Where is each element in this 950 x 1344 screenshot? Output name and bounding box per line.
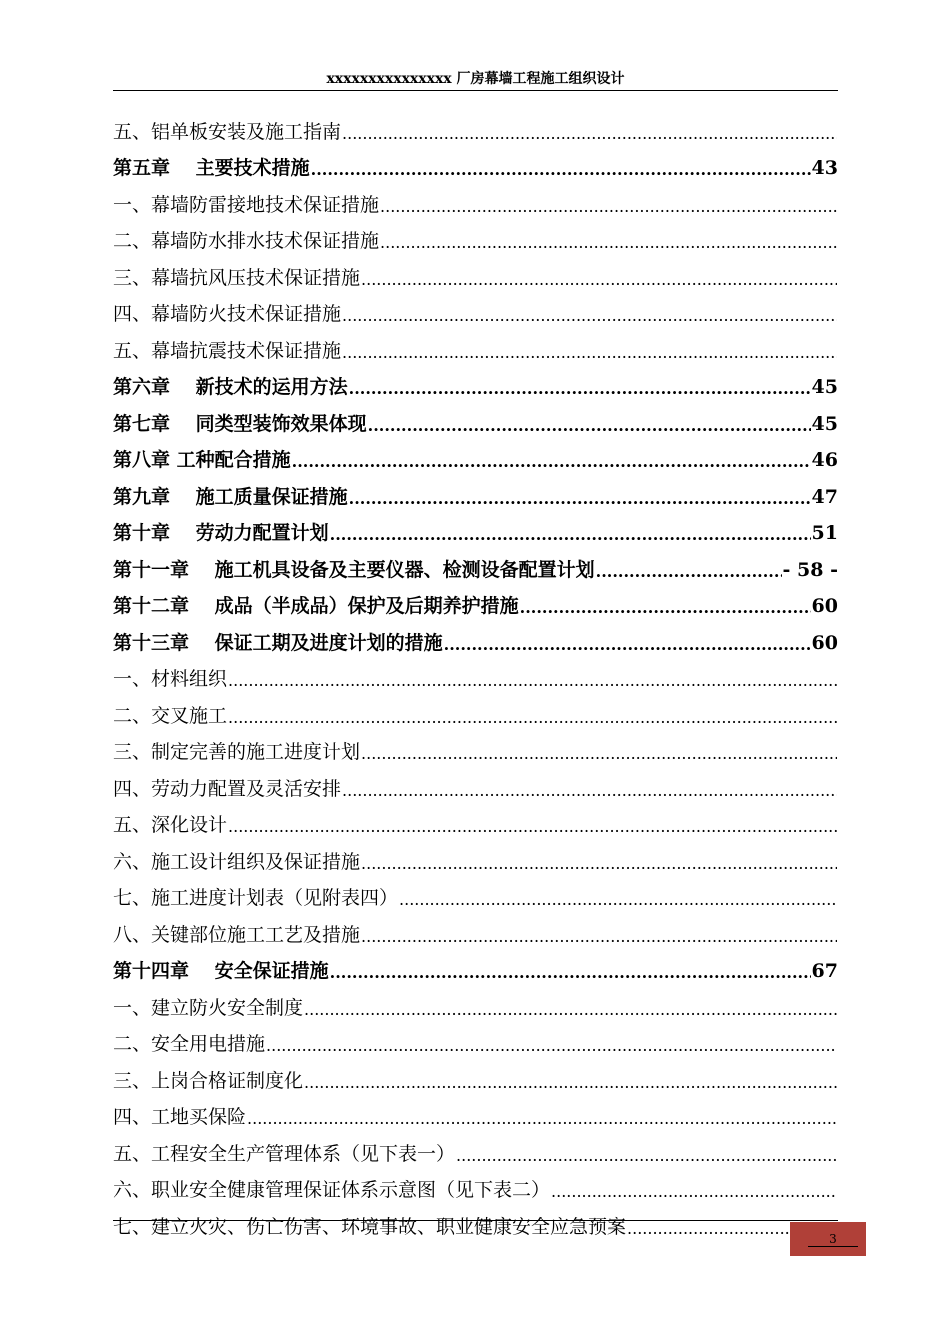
toc-entry-title: 四、工地买保险 [113,1106,247,1128]
toc-section-entry[interactable] [113,254,838,291]
toc-section-entry[interactable] [113,327,838,364]
toc-section-entry[interactable] [113,181,838,218]
toc-dot-leader [596,561,782,583]
toc-dot-leader [342,305,837,327]
toc-entry-title: 三、制定完善的施工进度计划 [113,741,361,763]
toc-section-entry[interactable] [113,911,838,948]
toc-dot-leader [361,743,837,765]
toc-chapter-entry[interactable] [113,948,838,985]
toc-entry-page: 45 [811,376,838,398]
toc-entry-title: 八、关键部位施工工艺及措施 [113,923,361,946]
toc-dot-leader [266,1035,837,1057]
toc-dot-leader [292,451,811,473]
toc-entry-title: 一、建立防火安全制度 [113,996,304,1019]
toc-entry-title: 四、劳动力配置及灵活安排 [113,777,342,800]
footer-divider [113,1220,838,1221]
toc-entry-page: 43 [811,157,838,179]
toc-dot-leader [349,488,811,510]
toc-entry-title: 第十三章 保证工期及进度计划的措施 [113,631,443,654]
toc-section-entry[interactable] [113,656,838,693]
toc-dot-leader [399,889,837,911]
toc-dot-leader [368,415,811,437]
toc-section-entry[interactable] [113,765,838,802]
toc-entry-page: 51 [811,522,838,544]
toc-section-entry[interactable] [113,729,838,766]
toc-dot-leader [551,1181,837,1203]
toc-entry-page: 47 [811,485,838,508]
toc-dot-leader [361,269,837,291]
toc-dot-leader [380,232,837,254]
toc-entry-title: 二、交叉施工 [113,704,228,727]
toc-section-entry[interactable] [113,802,838,839]
toc-entry-title: 第九章 施工质量保证措施 [113,485,348,508]
toc-entry-page: - 58 - [782,558,838,581]
toc-section-entry[interactable] [113,1167,838,1204]
toc-entry-title: 第十四章 安全保证措施 [113,960,329,982]
toc-dot-leader [342,123,837,145]
toc-entry-title: 第五章 主要技术措施 [113,157,310,179]
toc-entry-page: 45 [811,412,838,435]
toc-entry-title: 二、幕墙防水排水技术保证措施 [113,230,380,252]
toc-chapter-entry[interactable] [113,583,838,620]
toc-entry-title: 第七章 同类型装饰效果体现 [113,412,367,435]
toc-entry-title: 第十章 劳动力配置计划 [113,522,329,544]
toc-dot-leader [247,1108,837,1130]
toc-section-entry[interactable] [113,1021,838,1058]
toc-section-entry[interactable] [113,218,838,255]
toc-entry-title: 六、职业安全健康管理保证体系示意图（见下表二） [113,1179,551,1201]
toc-chapter-entry[interactable] [113,145,838,182]
toc-entry-title: 五、幕墙抗震技术保证措施 [113,339,342,362]
toc-chapter-entry[interactable] [113,619,838,656]
toc-section-entry[interactable] [113,1057,838,1094]
toc-dot-leader [304,999,837,1021]
page-number-badge [790,1222,866,1256]
toc-section-entry[interactable] [113,692,838,729]
toc-section-entry[interactable] [113,108,838,145]
page-header: xxxxxxxxxxxxxxx 厂房幕墙工程施工组织设计 [113,68,838,91]
toc-dot-leader [456,1145,837,1167]
toc-dot-leader [520,597,811,619]
toc-chapter-entry[interactable] [113,510,838,547]
toc-dot-leader [361,926,837,948]
toc-entry-title: 三、幕墙抗风压技术保证措施 [113,266,361,289]
toc-dot-leader [342,780,837,802]
toc-section-entry[interactable] [113,1130,838,1167]
toc-section-entry[interactable] [113,838,838,875]
toc-entry-title: 四、幕墙防火技术保证措施 [113,303,342,325]
toc-dot-leader [380,196,837,218]
toc-dot-leader [330,524,811,546]
toc-entry-title: 第八章 工种配合措施 [113,449,291,471]
toc-chapter-entry[interactable] [113,437,838,474]
toc-section-entry[interactable] [113,1094,838,1131]
toc-section-entry[interactable] [113,1203,838,1240]
toc-dot-leader [342,342,837,364]
toc-dot-leader [304,1072,837,1094]
toc-dot-leader [361,853,837,875]
toc-chapter-entry[interactable] [113,473,838,510]
toc-entry-title: 六、施工设计组织及保证措施 [113,850,361,873]
toc-dot-leader [349,378,811,400]
page-number: 3 [808,1232,858,1247]
toc-dot-leader [444,634,811,656]
toc-section-entry[interactable] [113,291,838,328]
toc-entry-page: 60 [811,631,838,654]
toc-entry-title: 一、材料组织 [113,668,228,690]
toc-dot-leader [228,707,837,729]
toc-chapter-entry[interactable] [113,364,838,401]
toc-entry-title: 三、上岗合格证制度化 [113,1069,304,1092]
toc-section-entry[interactable] [113,984,838,1021]
toc-entry-title: 二、安全用电措施 [113,1033,266,1055]
toc-chapter-entry[interactable] [113,546,838,583]
toc-section-entry[interactable] [113,875,838,912]
toc-entry-title: 一、幕墙防雷接地技术保证措施 [113,193,380,216]
toc-entry-title: 第十一章 施工机具设备及主要仪器、检测设备配置计划 [113,558,595,581]
toc-entry-title: 五、深化设计 [113,814,228,836]
toc-chapter-entry[interactable] [113,400,838,437]
toc-entry-title: 第六章 新技术的运用方法 [113,376,348,398]
toc-entry-title: 七、建立火灾、伤亡伤害、环境事故、职业健康安全应急预案 [113,1215,627,1238]
toc-entry-title: 七、施工进度计划表（见附表四） [113,887,399,909]
toc-entry-title: 五、工程安全生产管理体系（见下表一） [113,1142,456,1165]
toc-entry-page: 60 [811,595,838,617]
toc-dot-leader [330,962,811,984]
toc-entry-page: 46 [811,449,838,471]
toc-entry-page: 67 [811,960,838,982]
toc-dot-leader [228,670,837,692]
toc-dot-leader [311,159,811,181]
toc-dot-leader [228,816,837,838]
table-of-contents [113,108,838,1240]
toc-entry-title: 五、铝单板安装及施工指南 [113,120,342,143]
toc-entry-title: 第十二章 成品（半成品）保护及后期养护措施 [113,595,519,617]
